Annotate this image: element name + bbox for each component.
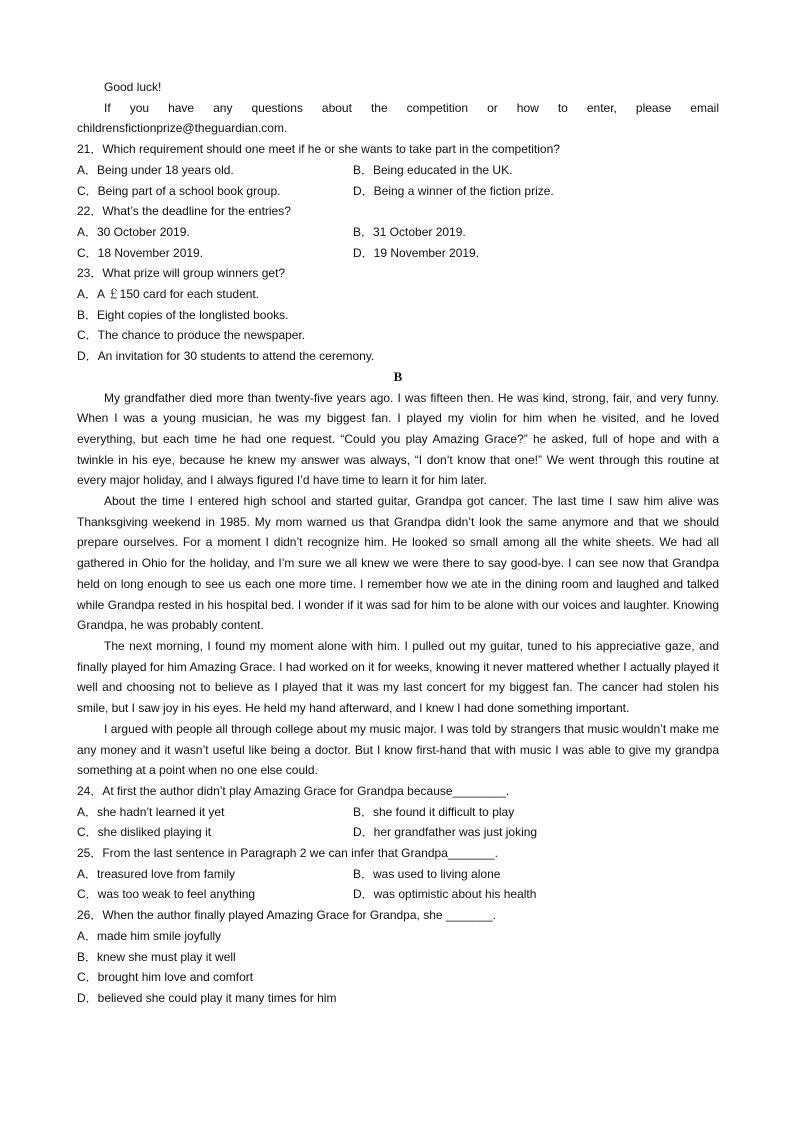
question-21-option-d: D．Being a winner of the fiction prize. (353, 183, 554, 198)
question-25-option-a: A．treasured love from family (77, 866, 236, 881)
email-line-1: If you have any questions about the competition or how to enter, please email (104, 100, 719, 115)
question-22-row-1 (77, 222, 719, 243)
question-26-option-b: B．knew she must play it well (77, 949, 236, 964)
question-21-stem: 21．Which requirement should one meet if he or she wants to take part in the competition? (77, 142, 560, 157)
question-22-row-2 (77, 243, 719, 264)
question-23-option-c: C．The chance to produce the newspaper. (77, 328, 306, 343)
question-22-option-b: B．31 October 2019. (353, 224, 466, 239)
question-25-option-c: C．was too weak to feel anything (77, 887, 256, 902)
question-21-row-1 (77, 160, 719, 181)
question-25-row-2 (77, 884, 719, 905)
passage-paragraph-4: I argued with people all through college about my music major. I was told by strangers that music wouldn’t make me any money and it wasn’t useful like being a doctor. But I know first-hand that with music I was able to give my grandpa something at a point when no one else could. (77, 721, 719, 778)
question-26-stem: 26．When the author finally played Amazing Grace for Grandpa, she _______. (77, 908, 496, 923)
question-21-option-b: B．Being educated in the UK. (353, 162, 513, 177)
question-23-stem: 23．What prize will group winners get? (77, 266, 286, 281)
passage-paragraph-1: My grandfather died more than twenty-five years ago. I was fifteen then. He was kind, strong, fair, and very funny. When I was a young musician, he was my biggest fan. I played my violin for him when he visited, and he loved everything, but each time he had one request. “Could you play Amazing Grace?” he asked, full of hope and with a twinkle in his eye, because he knew my answer was always, “I don’t know that one!” We went through this routine at every major holiday, and I always figured I’d have time to learn it for him later. (77, 390, 719, 488)
question-24-option-c: C．she disliked playing it (77, 825, 212, 840)
question-24-stem: 24．At first the author didn’t play Amazing Grace for Grandpa because________. (77, 783, 510, 798)
question-23-option-a: A．A ￡150 card for each student. (77, 287, 260, 302)
question-26-option-c: C．brought him love and comfort (77, 970, 254, 985)
question-26-option-a: A．made him smile joyfully (77, 928, 222, 943)
question-23-option-b: B．Eight copies of the longlisted books. (77, 307, 289, 322)
question-24-option-b: B．she found it difficult to play (353, 804, 515, 819)
question-22-stem: 22．What’s the deadline for the entries? (77, 204, 291, 219)
passage-paragraph-2: About the time I entered high school and started guitar, Grandpa got cancer. The last time I saw him alive was Thanksgiving weekend in 1985. My mom warned us that Grandpa didn’t look the same anymore and that we should prepare ourselves. For a moment I didn’t recognize him. He looked so small among all the white sheets. We had all gathered in Ohio for the holiday, and I’m sure we all knew we were there to say good-bye. I can see now that Grandpa held on long enough to see us each one more time. I remember how we ate in the dining room and laughed and talked while Grandpa rested in his hospital bed. I wonder if it was sad for him to be alone with our voices and laughter. Knowing Grandpa, he was probably content. (77, 494, 719, 633)
question-24-option-d: D．her grandfather was just joking (353, 825, 538, 840)
question-25-row-1 (77, 864, 719, 885)
question-26-option-d: D．believed she could play it many times for him (77, 990, 337, 1005)
document-page (77, 77, 719, 1009)
question-22-option-a: A．30 October 2019. (77, 224, 190, 239)
email-line-2: childrensfictionprize@theguardian.com. (77, 121, 288, 136)
question-24-row-1 (77, 802, 719, 823)
section-b-heading: B (393, 368, 403, 384)
question-25-option-b: B．was used to living alone (353, 866, 501, 881)
question-21-row-2 (77, 181, 719, 202)
good-luck-text: Good luck! (104, 80, 162, 94)
question-25-option-d: D．was optimistic about his health (353, 887, 537, 902)
passage-paragraph-3: The next morning, I found my moment alone with him. I pulled out my guitar, tuned to his appreciative gaze, and finally played for him Amazing Grace. I had worked on it for weeks, knowing it never mattered whether I actually played it well and choosing not to believe as I played that it was my last concert for my biggest fan. The cancer had stolen his smile, but I saw joy in his eyes. He held my hand afterward, and I knew I had done something important. (77, 638, 719, 716)
question-25-stem: 25．From the last sentence in Paragraph 2 we can infer that Grandpa_______. (77, 846, 498, 861)
question-24-option-a: A．she hadn’t learned it yet (77, 804, 225, 819)
question-23-option-d: D．An invitation for 30 students to attend the ceremony. (77, 349, 375, 364)
question-21-option-a: A．Being under 18 years old. (77, 162, 234, 177)
question-21-option-c: C．Being part of a school book group. (77, 183, 281, 198)
question-24-row-2 (77, 822, 719, 843)
question-22-option-c: C．18 November 2019. (77, 245, 204, 260)
question-22-option-d: D．19 November 2019. (353, 245, 480, 260)
